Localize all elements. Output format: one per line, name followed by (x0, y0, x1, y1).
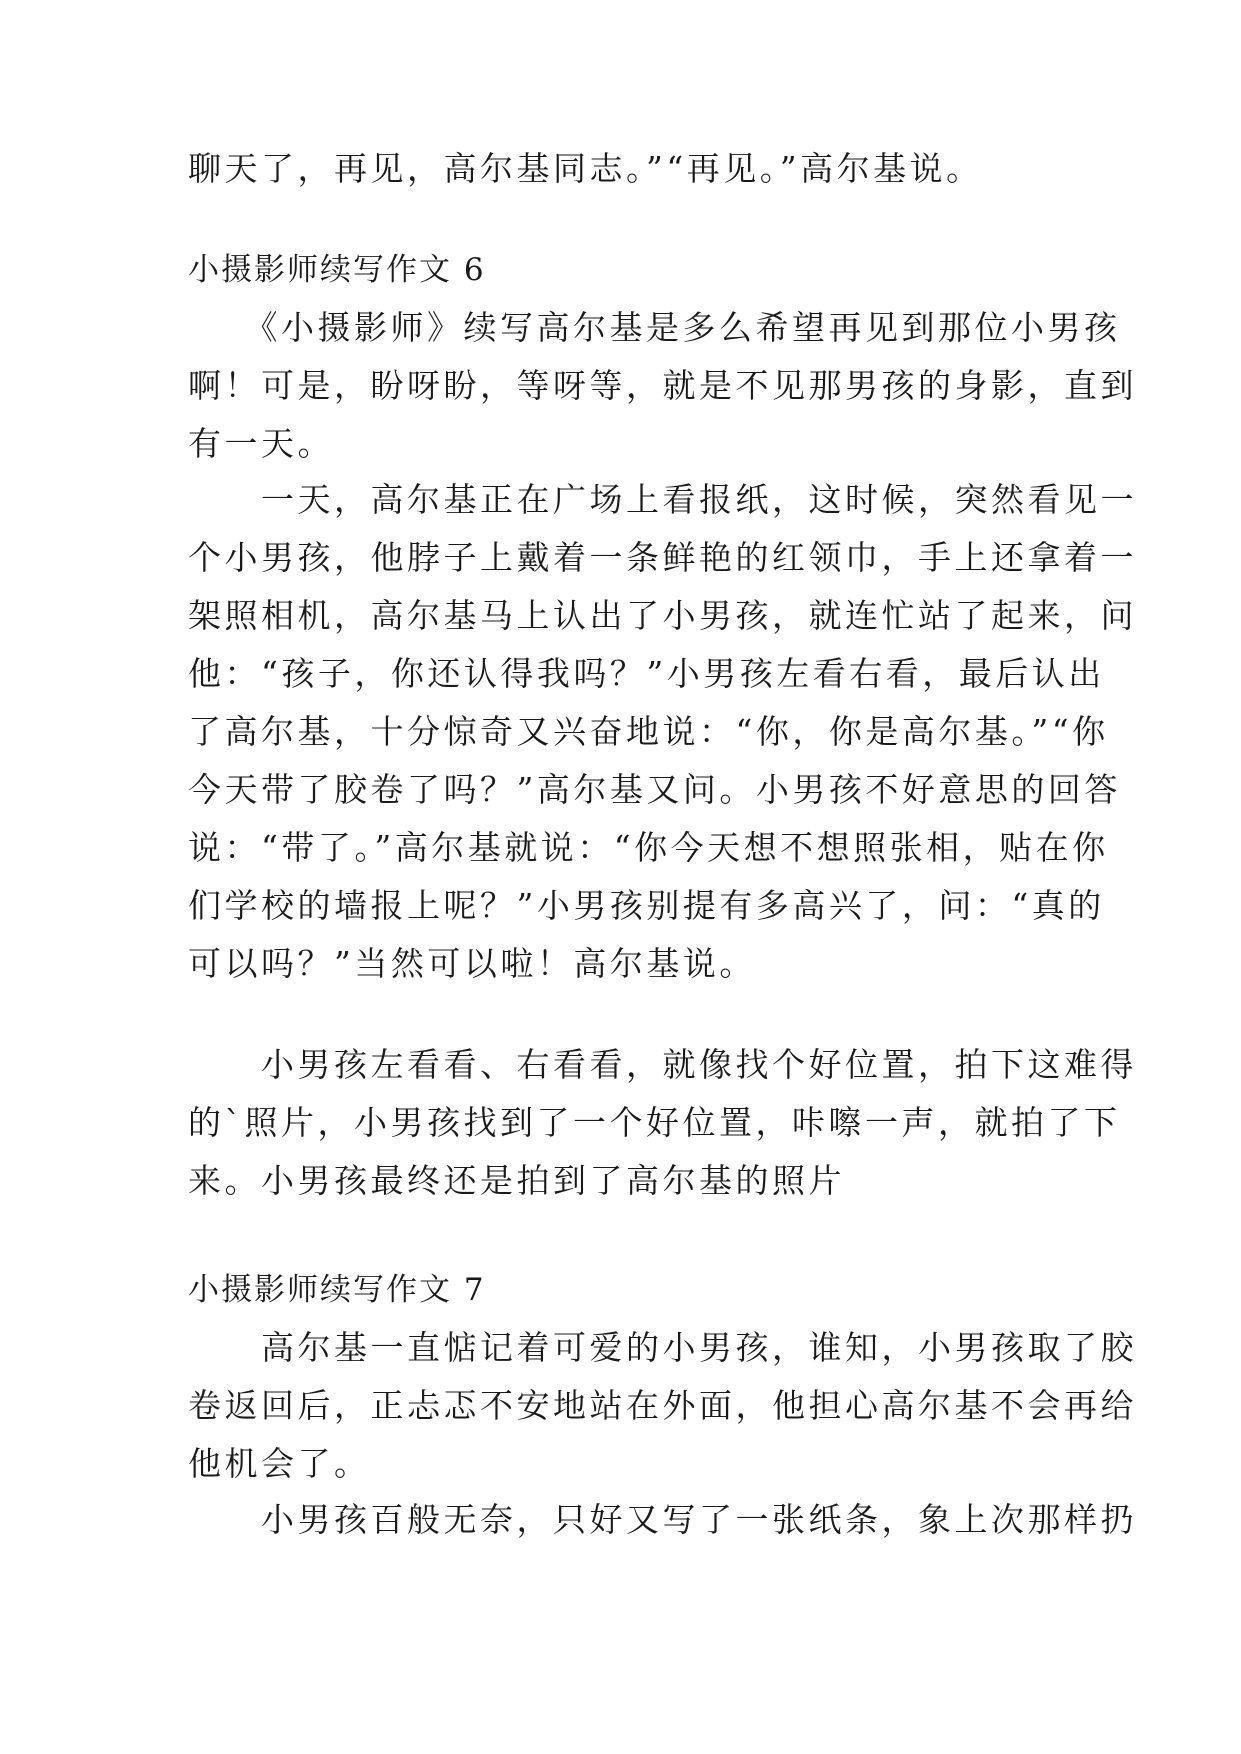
section-6-heading: 小摄影师续写作文 6 (188, 252, 486, 288)
section-7-paragraph-1: 高尔基一直惦记着可爱的小男孩，谁知，小男孩取了胶 卷返回后，正忐忑不安地站在外面，他担心高尔基不会再给 他机会了。 (188, 1328, 1137, 1483)
section-7-paragraph-2: 小男孩百般无奈，只好又写了一张纸条，象上次那样扔 (188, 1500, 1137, 1539)
section-6-paragraph-3: 小男孩左看看、右看看，就像找个好位置，拍下这难得 的`照片，小男孩找到了一个好位置，咔嚓一声，就拍了下 来。小男孩最终还是拍到了高尔基的照片 (188, 1045, 1137, 1200)
section-6-paragraph-1: 《小摄影师》续写高尔基是多么希望再见到那位小男孩 啊！可是，盼呀盼，等呀等，就是不见那男孩的身影，直到 有一天。 (188, 308, 1137, 463)
section-6-paragraph-2: 一天，高尔基正在广场上看报纸，这时候，突然看见一 个小男孩，他脖子上戴着一条鲜艳的红领巾，手上还拿着一 架照相机，高尔基马上认出了小男孩，就连忙站了起来，问 他：“孩子，你还认得我吗？”小男孩左看右看，最后认出 了高尔基，十分惊奇又兴奋地说：“你，你是高尔基。”“你 今天带了胶卷了吗？”高尔基又问。小男孩不好意思的回答 说：“带了。”高尔基就说：“你今天想不想照张相，贴在你 们学校的墙报上呢？”小男孩别提有多高兴了，问：“真的 可以吗？”当然可以啦！高尔基说。 (188, 480, 1137, 983)
paragraph-fragment-top: 聊天了，再见，高尔基同志。”“再见。”高尔基说。 (188, 149, 983, 188)
section-7-heading: 小摄影师续写作文 7 (188, 1272, 486, 1308)
